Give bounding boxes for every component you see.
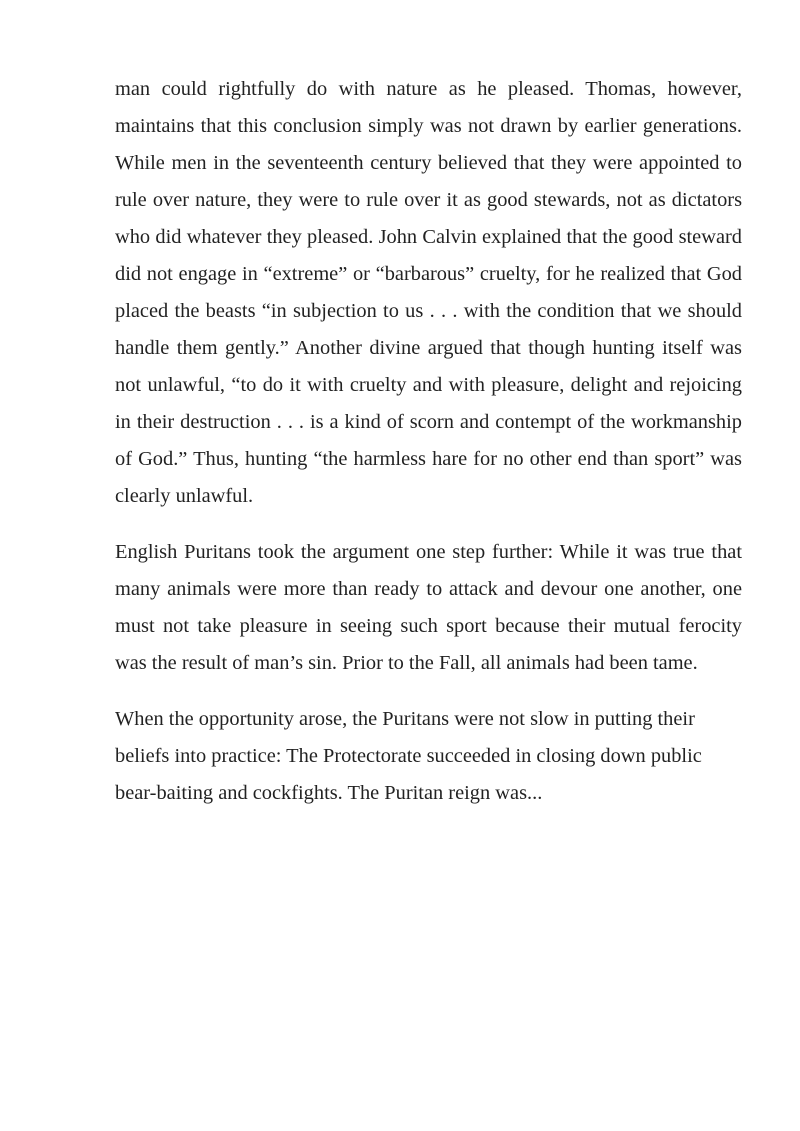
- paragraph-stewardship: man could rightfully do with nature as he pleased. Thomas, however, maintains that this conclusion simply was not drawn by earlier generations. While men in the seventeenth century believed that they were appointed to rule over nature, they were to rule over it as good stewards, not as dictators who did whatever they pleased. John Calvin explained that the good steward did not engage in “extreme” or “barbarous” cruelty, for he realized that God placed the beasts “in subjection to us . . . with the condition that we should handle them gently.” Another divine argued that though hunting itself was not unlawful, “to do it with cruelty and with pleasure, delight and rejoicing in their destruction . . . is a kind of scorn and contempt of the workmanship of God.” Thus, hunting “the harmless hare for no other end than sport” was clearly unlawful.: [115, 78, 742, 507]
- paragraph-protectorate: When the opportunity arose, the Puritans were not slow in putting their beliefs into practice: The Protectorate succeeded in closing down public bear-baiting and cockfights. The Puritan reign was...: [115, 708, 702, 804]
- document-body: [115, 71, 742, 831]
- paragraph-puritans: English Puritans took the argument one step further: While it was true that many animals were more than ready to attack and devour one another, one must not take pleasure in seeing such sport because their mutual ferocity was the result of man’s sin. Prior to the Fall, all animals had been tame.: [115, 541, 742, 674]
